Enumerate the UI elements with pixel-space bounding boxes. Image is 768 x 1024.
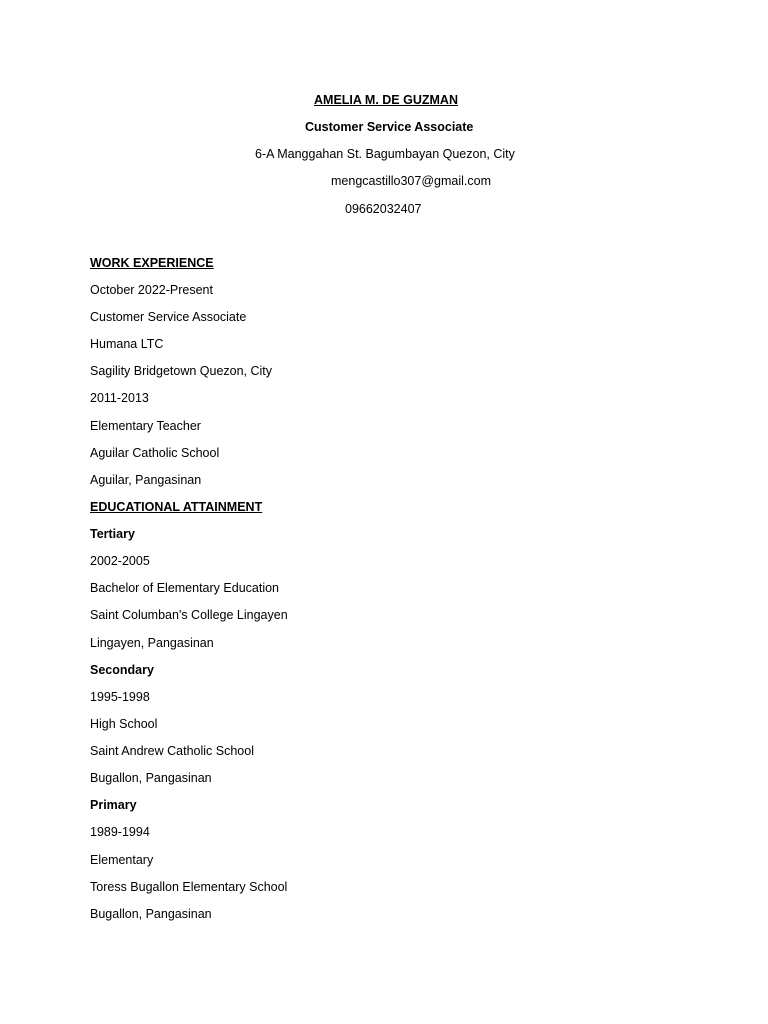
education-level-label: Primary (90, 798, 137, 812)
work-experience-heading: WORK EXPERIENCE (90, 256, 214, 270)
education-location: Bugallon, Pangasinan (90, 907, 212, 921)
work-entry-position: Elementary Teacher (90, 419, 201, 433)
education-dates: 2002-2005 (90, 554, 150, 568)
education-heading: EDUCATIONAL ATTAINMENT (90, 500, 263, 514)
work-entry-dates: October 2022-Present (90, 283, 213, 297)
applicant-address: 6-A Manggahan St. Bagumbayan Quezon, City (255, 147, 515, 161)
education-school: Saint Andrew Catholic School (90, 744, 254, 758)
education-level-label: Tertiary (90, 527, 135, 541)
work-entry-company: Humana LTC (90, 337, 164, 351)
education-location: Bugallon, Pangasinan (90, 771, 212, 785)
work-entry-location: Sagility Bridgetown Quezon, City (90, 364, 273, 378)
education-school: Toress Bugallon Elementary School (90, 880, 288, 894)
work-entry-dates: 2011-2013 (90, 391, 149, 405)
education-location: Lingayen, Pangasinan (90, 636, 214, 650)
applicant-phone: 09662032407 (345, 202, 422, 216)
education-school: Saint Columban's College Lingayen (90, 608, 288, 622)
work-entry-company: Aguilar Catholic School (90, 446, 220, 460)
applicant-email: mengcastillo307@gmail.com (331, 174, 491, 188)
work-entry-position: Customer Service Associate (90, 310, 247, 324)
education-dates: 1989-1994 (90, 825, 150, 839)
applicant-name: AMELIA M. DE GUZMAN (314, 93, 458, 107)
work-entry-location: Aguilar, Pangasinan (90, 473, 202, 487)
education-program: High School (90, 717, 158, 731)
education-program: Elementary (90, 853, 154, 867)
applicant-title: Customer Service Associate (305, 120, 474, 134)
education-level-label: Secondary (90, 663, 154, 677)
education-program: Bachelor of Elementary Education (90, 581, 279, 595)
education-dates: 1995-1998 (90, 690, 150, 704)
